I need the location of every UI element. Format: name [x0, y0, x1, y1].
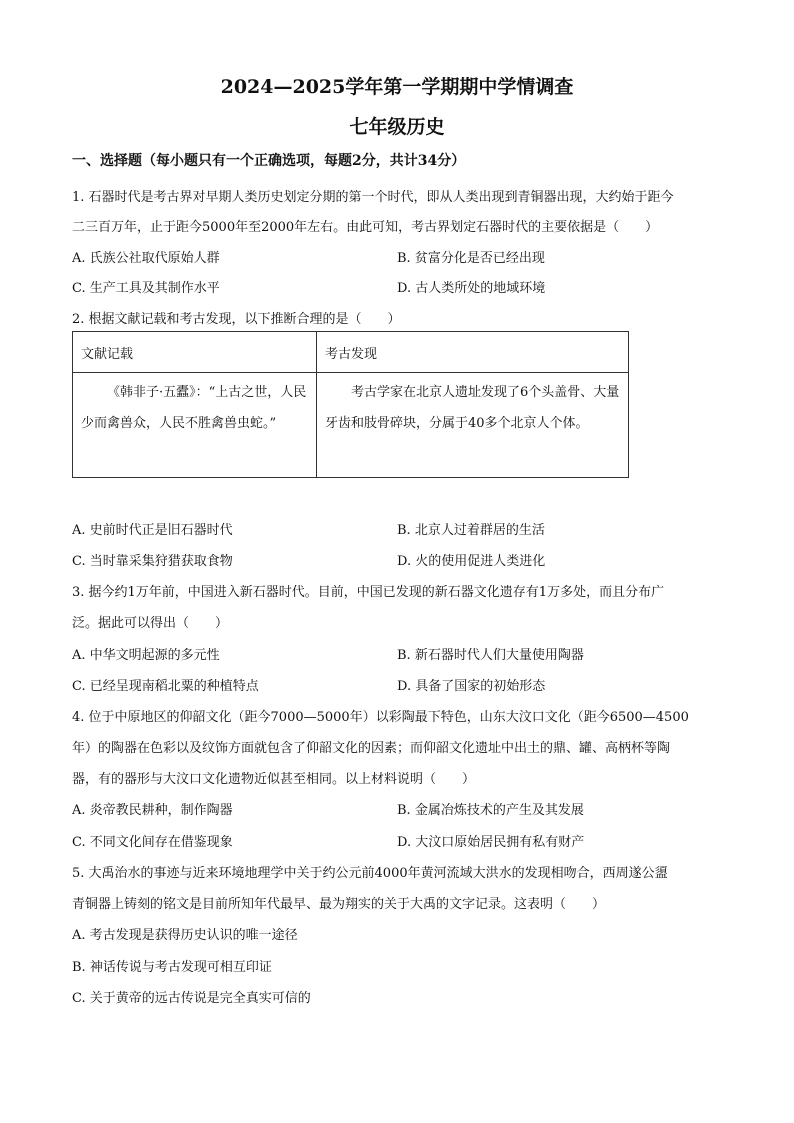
q2-option-a: A. 史前时代正是旧石器时代	[72, 523, 233, 538]
q3-option-d: D. 具备了国家的初始形态	[397, 679, 546, 694]
section-heading: 一、选择题（每小题只有一个正确选项，每题2分，共计34分）	[72, 153, 466, 169]
q4-stem-line1: 4. 位于中原地区的仰韶文化（距今7000—5000年）以彩陶最下特色，山东大汶口文化（距今6500—4500	[72, 710, 689, 725]
table-cell-archaeology: 考古学家在北京人遗址发现了6个头盖骨、大量牙齿和肢骨碎块，分属于40多个北京人个体。	[317, 373, 629, 478]
q1-option-a: A. 氏族公社取代原始人群	[72, 251, 220, 266]
q5-option-a: A. 考古发现是获得历史认识的唯一途径	[72, 928, 298, 943]
q1-option-b: B. 贫富分化是否已经出现	[397, 251, 545, 266]
table-header-documents: 文献记载	[73, 332, 317, 373]
q2-option-c: C. 当时靠采集狩猎获取食物	[72, 554, 233, 569]
q5-stem-line1: 5. 大禹治水的事迹与近来环境地理学中关于约公元前4000年黄河流域大洪水的发现相吻合，西周遂公盨	[72, 866, 668, 881]
q2-source-table	[72, 331, 629, 478]
q5-option-b: B. 神话传说与考古发现可相互印证	[72, 960, 272, 975]
q4-stem-line3: 器，有的器形与大汶口文化遗物近似甚至相同。以上材料说明（ ）	[72, 772, 476, 787]
q1-stem-line2: 二三百万年，止于距今5000年至2000年左右。由此可知，考古界划定石器时代的主要依据是（ ）	[72, 220, 659, 235]
table-cell-documents: 《韩非子·五蠹》：“上古之世，人民少而禽兽众，人民不胜禽兽虫蛇。”	[73, 373, 317, 478]
q1-option-c: C. 生产工具及其制作水平	[72, 281, 220, 296]
q4-option-a: A. 炎帝教民耕种，制作陶器	[72, 803, 233, 818]
q3-option-a: A. 中华文明起源的多元性	[72, 648, 220, 663]
q3-stem-line2: 泛。据此可以得出（ ）	[72, 616, 229, 631]
q1-option-d: D. 古人类所处的地域环境	[397, 281, 546, 296]
q3-option-b: B. 新石器时代人们大量使用陶器	[397, 648, 584, 663]
q4-stem-line2: 年）的陶器在色彩以及纹饰方面就包含了仰韶文化的因素；而仰韶文化遗址中出土的鼎、罐、高柄杯等陶	[72, 741, 671, 756]
q2-option-b: B. 北京人过着群居的生活	[397, 523, 545, 538]
q5-option-c: C. 关于黄帝的远古传说是完全真实可信的	[72, 991, 311, 1006]
q5-stem-line2: 青铜器上铸刻的铭文是目前所知年代最早、最为翔实的关于大禹的文字记录。这表明（ ）	[72, 897, 606, 912]
q3-option-c: C. 已经呈现南稻北粟的种植特点	[72, 679, 259, 694]
table-header-archaeology: 考古发现	[317, 332, 629, 373]
q3-stem-line1: 3. 据今约1万年前，中国进入新石器时代。目前，中国已发现的新石器文化遗存有1万多处，而且分布广	[72, 585, 665, 600]
q4-option-b: B. 金属冶炼技术的产生及其发展	[397, 803, 584, 818]
exam-title: 2024—2025学年第一学期期中学情调查	[220, 76, 574, 98]
q4-option-d: D. 大汶口原始居民拥有私有财产	[397, 835, 585, 850]
q1-stem-line1: 1. 石器时代是考古界对早期人类历史划定分期的第一个时代，即从人类出现到青铜器出现，大约始于距今	[72, 190, 674, 205]
q2-option-d: D. 火的使用促进人类进化	[397, 554, 546, 569]
q4-option-c: C. 不同文化间存在借鉴现象	[72, 835, 233, 850]
q2-stem: 2. 根据文献记载和考古发现，以下推断合理的是（ ）	[72, 312, 401, 327]
exam-subtitle: 七年级历史	[349, 116, 445, 138]
